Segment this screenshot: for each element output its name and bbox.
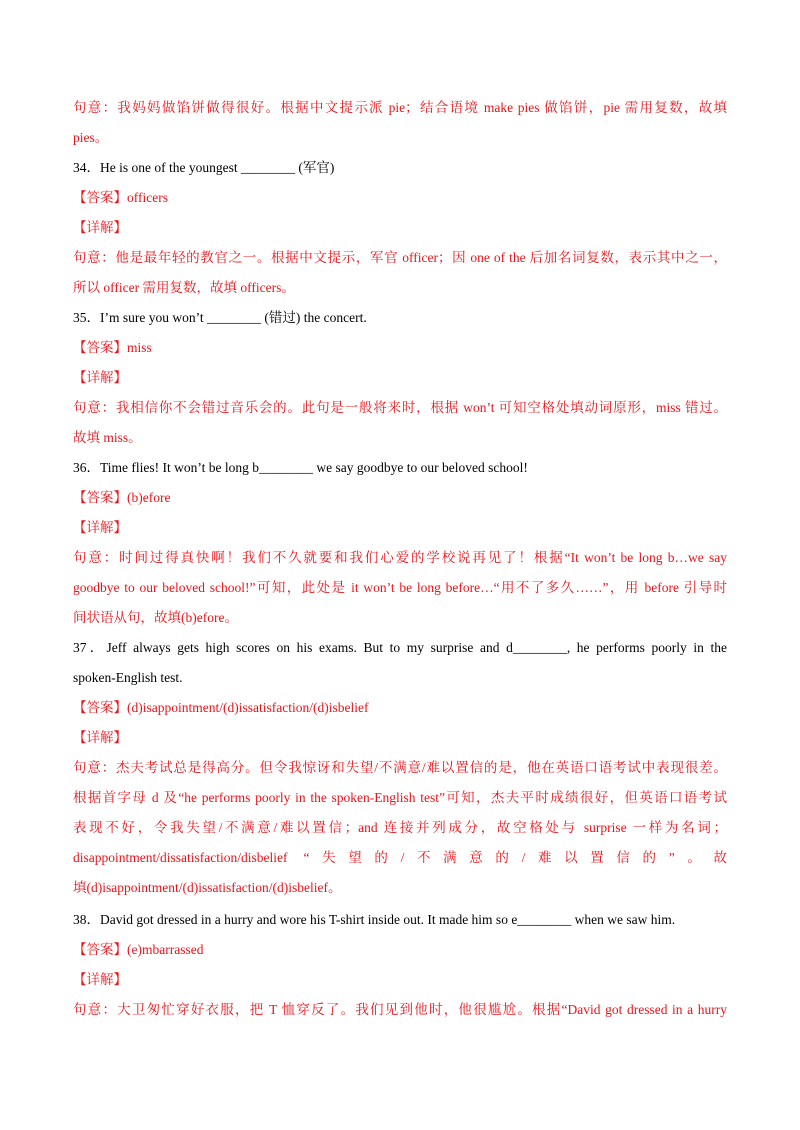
explanation-line: pies。: [73, 130, 109, 145]
explanation-38-line-1: 句意：大卫匆忙穿好衣服，把 T 恤穿反了。我们见到他时，他很尴尬。根据“David got dressed in a hurry: [73, 1002, 727, 1017]
explanation-36-line-1: 句意：时间过得真快啊！我们不久就要和我们心爱的学校说再见了！根据“It won’t be long b…we say: [73, 550, 727, 565]
explanation-36-line-2: goodbye to our beloved school!”可知，此处是 it won’t be long before…“用不了多久……”，用 before 引导时: [73, 580, 727, 595]
explanation-35-line-2: 故填 miss。: [73, 430, 142, 445]
detail-heading-35: 【详解】: [73, 370, 127, 385]
detail-heading-37: 【详解】: [73, 730, 127, 745]
explanation-34-line-1: 句意：他是最年轻的教官之一。根据中文提示，军官 officer；因 one of the 后加名词复数，表示其中之一，: [73, 250, 727, 265]
question-35: 35．I’m sure you won’t ________ (错过) the concert.: [73, 310, 367, 325]
explanation-35-line-1: 句意：我相信你不会错过音乐会的。此句是一般将来时，根据 won’t 可知空格处填动词原形，miss 错过。: [73, 400, 727, 415]
explanation-37-line-3: 表现不好，令我失望/不满意/难以置信；and 连接并列成分，故空格处与 surprise 一样为名词；: [73, 820, 727, 835]
question-38: 38．David got dressed in a hurry and wore his T-shirt inside out. It made him so e________ when we saw him.: [73, 912, 676, 927]
question-37-line-2: spoken-English test.: [73, 670, 183, 685]
answer-35: 【答案】miss: [73, 340, 152, 355]
answer-34: 【答案】officers: [73, 190, 168, 205]
explanation-line: 句意：我妈妈做馅饼做得很好。根据中文提示派 pie；结合语境 make pies 做馅饼，pie 需用复数，故填: [73, 100, 727, 115]
answer-36: 【答案】(b)efore: [73, 490, 171, 505]
answer-38: 【答案】(e)mbarrassed: [73, 942, 204, 957]
explanation-36-line-3: 间状语从句，故填(b)efore。: [73, 610, 238, 625]
explanation-37-line-5: 填(d)isappointment/(d)issatisfaction/(d)isbelief。: [73, 880, 342, 895]
detail-heading-34: 【详解】: [73, 220, 127, 235]
question-37-line-1: 37．Jeff always gets high scores on his exams. But to my surprise and d________, he performs poorly in the: [73, 640, 727, 655]
explanation-34-line-2: 所以 officer 需用复数，故填 officers。: [73, 280, 295, 295]
question-34: 34．He is one of the youngest ________ (军官): [73, 160, 335, 175]
explanation-37-line-2: 根据首字母 d 及“he performs poorly in the spoken-English test”可知，杰夫平时成绩很好，但英语口语考试: [73, 790, 727, 805]
explanation-37-line-1: 句意：杰夫考试总是得高分。但令我惊讶和失望/不满意/难以置信的是，他在英语口语考试中表现很差。: [73, 760, 727, 775]
detail-heading-36: 【详解】: [73, 520, 127, 535]
detail-heading-38: 【详解】: [73, 972, 127, 987]
explanation-37-line-4: disappointment/dissatisfaction/disbelief “失望的/不满意的/难以置信的”。故: [73, 850, 727, 865]
answer-37: 【答案】(d)isappointment/(d)issatisfaction/(d)isbelief: [73, 700, 369, 715]
question-36: 36．Time flies! It won’t be long b________ we say goodbye to our beloved school!: [73, 460, 528, 475]
